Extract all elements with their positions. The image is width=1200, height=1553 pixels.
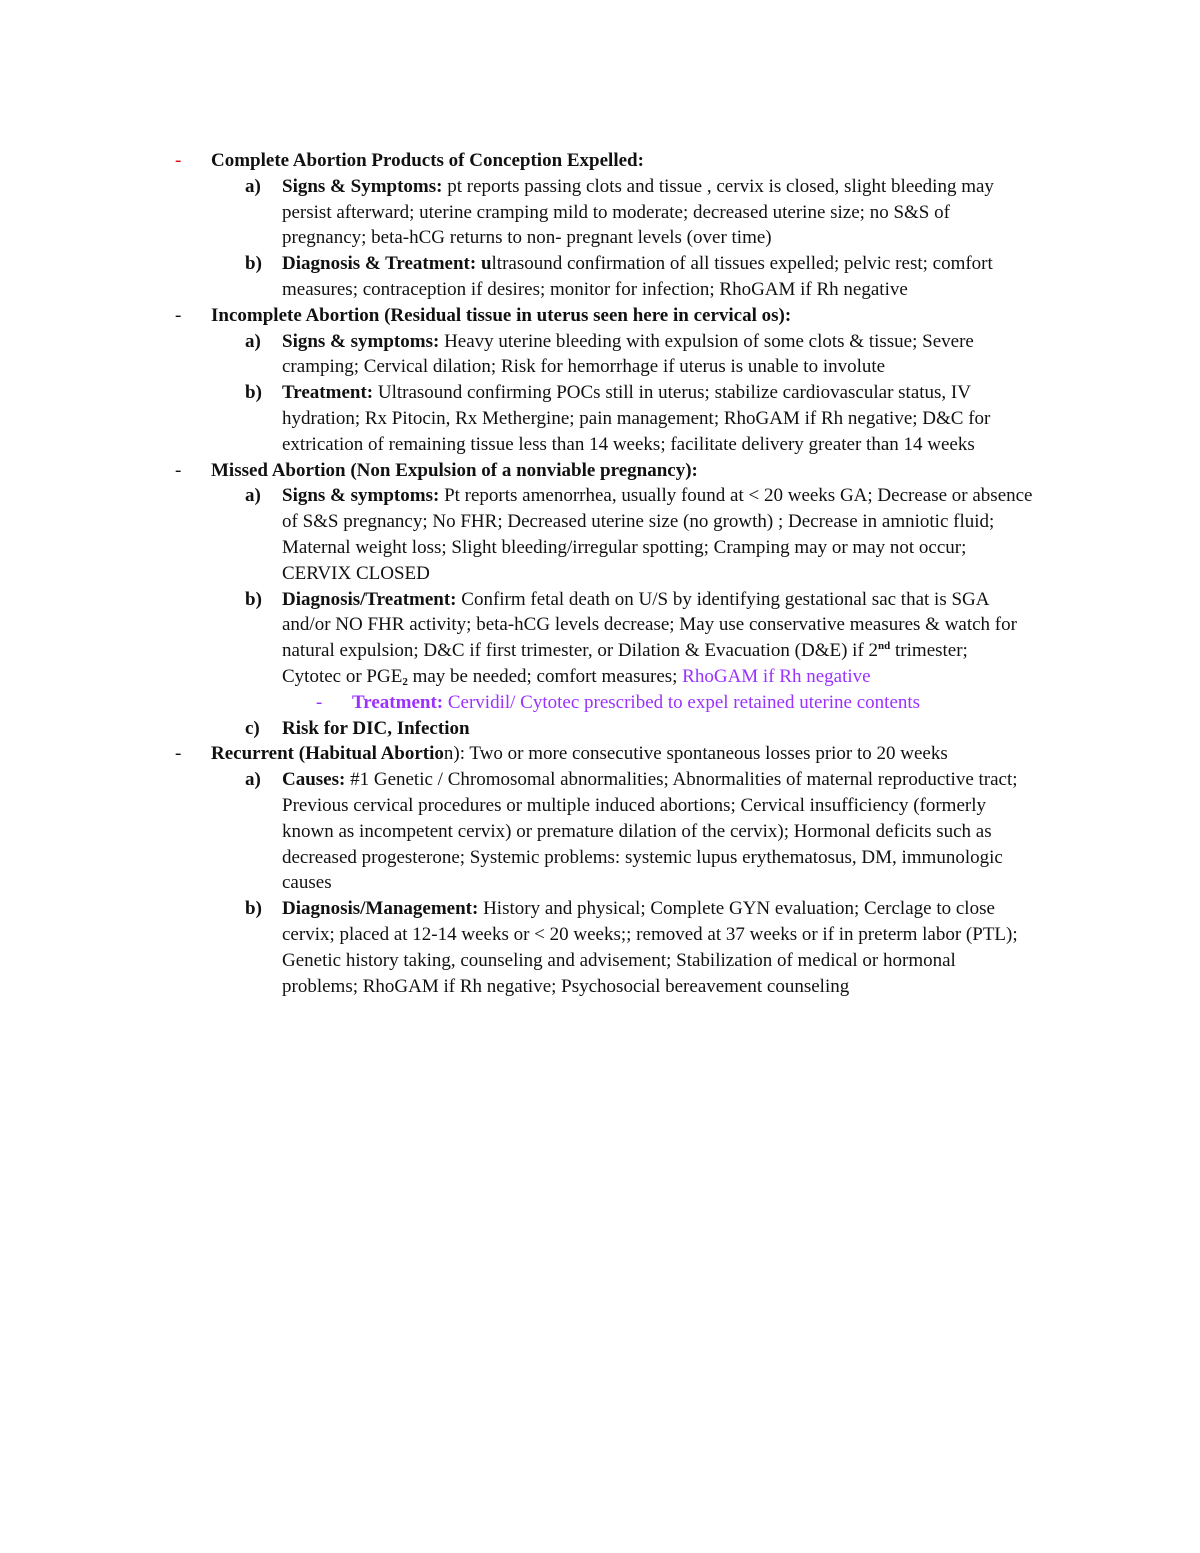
item-text: cramping; Cervical dilation; Risk for hemorrhage if uterus is unable to involute <box>282 356 886 378</box>
list-item-risk <box>245 716 1072 742</box>
item-marker: b) <box>245 253 262 275</box>
superscript: nd <box>878 640 891 653</box>
section-heading: Incomplete Abortion (Residual tissue in uterus seen here in cervical os): <box>211 304 792 326</box>
item-text: trimester; <box>890 640 968 662</box>
list-item-diagnosis-treatment <box>245 251 1072 303</box>
item-text: Heavy uterine bleeding with expulsion of some clots & tissue; Severe <box>439 330 974 352</box>
bullet-dash: - <box>175 150 182 171</box>
item-label: Risk for DIC, Infection <box>282 717 470 739</box>
list-item-signs-symptoms <box>245 329 1072 381</box>
item-label: Causes: <box>282 769 346 791</box>
item-marker: b) <box>245 898 262 920</box>
item-text: Cytotec or PGE <box>282 665 403 687</box>
list-item-causes <box>245 767 1072 896</box>
item-marker: a) <box>245 175 261 197</box>
section-complete-abortion <box>0 148 1200 303</box>
subscript: 2 <box>402 675 408 688</box>
section-incomplete-abortion <box>0 303 1200 458</box>
item-label: Treatment: <box>282 382 374 404</box>
list-item-signs-symptoms <box>245 483 1072 586</box>
list-item-diagnosis-management <box>245 896 1072 999</box>
item-marker: a) <box>245 769 261 791</box>
item-label: Signs & symptoms: <box>282 330 440 352</box>
bullet-dash: - <box>316 691 323 713</box>
section-heading: Missed Abortion (Non Expulsion of a nonviable pregnancy): <box>211 459 698 481</box>
item-text: known as incompetent cervix) or premature dilation of the cervix); Hormonal deficits such as <box>282 820 992 842</box>
highlighted-text: RhoGAM if Rh negative <box>682 665 871 687</box>
item-text: hydration; Rx Pitocin, Rx Methergine; pain management; RhoGAM if Rh negative; D&C for <box>282 407 991 429</box>
item-text: Ultrasound confirming POCs still in uterus; stabilize cardiovascular status, IV <box>373 382 971 404</box>
item-text: History and physical; Complete GYN evaluation; Cerclage to close <box>478 898 995 920</box>
list-item-diagnosis-treatment <box>245 587 1072 690</box>
item-text: Confirm fetal death on U/S by identifying gestational sac that is SGA <box>456 588 990 610</box>
sub-list-item-treatment <box>316 690 1200 716</box>
bullet-dash: - <box>175 304 182 326</box>
item-text: Maternal weight loss; Slight bleeding/irregular spotting; Cramping may or may not occur; <box>282 536 967 558</box>
item-text: Pt reports amenorrhea, usually found at < 20 weeks GA; Decrease or absence <box>439 485 1033 507</box>
item-label: Diagnosis/Treatment: <box>282 588 457 610</box>
section-heading: Complete Abortion Products of Conception Expelled: <box>211 150 644 171</box>
item-label: Diagnosis & Treatment: u <box>282 253 492 275</box>
item-text: and/or NO FHR activity; beta-hCG levels decrease; May use conservative measures & watch for <box>282 614 1017 636</box>
list-item-signs-symptoms <box>245 174 1072 251</box>
item-text: cervix; placed at 12-14 weeks or < 20 weeks;; removed at 37 weeks or if in preterm labor (PTL); <box>282 923 1018 945</box>
item-label: Signs & symptoms: <box>282 485 440 507</box>
item-text: pt reports passing clots and tissue , cervix is closed, slight bleeding may <box>442 175 994 197</box>
item-text: causes <box>282 872 332 894</box>
section-recurrent-abortion <box>0 741 1200 999</box>
item-marker: b) <box>245 382 262 404</box>
item-text: CERVIX CLOSED <box>282 562 430 584</box>
item-text: extrication of remaining tissue less than 14 weeks; facilitate delivery greater than 14 weeks <box>282 433 975 455</box>
item-text: Previous cervical procedures or multiple induced abortions; Cervical insufficiency (formerly <box>282 794 987 816</box>
bullet-dash: - <box>175 743 182 765</box>
item-marker: c) <box>245 717 260 739</box>
item-text: problems; RhoGAM if Rh negative; Psychosocial bereavement counseling <box>282 975 850 997</box>
item-text: Cervidil/ Cytotec prescribed to expel retained uterine contents <box>443 691 921 713</box>
item-text: decreased progesterone; Systemic problems: systemic lupus erythematosus, DM, immunologic <box>282 846 1003 868</box>
item-text: persist afterward; uterine cramping mild to moderate; decreased uterine size; no S&S of <box>282 201 950 223</box>
item-marker: b) <box>245 588 262 610</box>
item-marker: a) <box>245 485 261 507</box>
item-text: may be needed; comfort measures; <box>407 665 683 687</box>
top-margin <box>0 0 1200 148</box>
item-text: #1 Genetic / Chromosomal abnormalities; Abnormalities of maternal reproductive tract; <box>345 769 1018 791</box>
item-label: Diagnosis/Management: <box>282 898 479 920</box>
item-text: of S&S pregnancy; No FHR; Decreased uterine size (no growth) ; Decrease in amniotic fluid; <box>282 511 995 533</box>
item-text: measures; contraception if desires; monitor for infection; RhoGAM if Rh negative <box>282 278 908 300</box>
list-item-treatment <box>245 380 1072 457</box>
item-label: Treatment: <box>352 691 444 713</box>
section-missed-abortion <box>0 458 1200 742</box>
section-heading: Recurrent (Habitual Abortio <box>211 743 444 765</box>
item-text: natural expulsion; D&C if first trimester, or Dilation & Evacuation (D&E) if 2 <box>282 640 879 662</box>
item-text: Genetic history taking, counseling and advisement; Stabilization of medical or hormonal <box>282 949 956 971</box>
item-text: pregnancy; beta-hCG returns to non- pregnant levels (over time) <box>282 227 772 249</box>
item-text: ltrasound confirmation of all tissues expelled; pelvic rest; comfort <box>491 253 993 275</box>
item-label: Signs & Symptoms: <box>282 175 443 197</box>
section-heading-rest: n): Two or more consecutive spontaneous losses prior to 20 weeks <box>443 743 948 765</box>
item-marker: a) <box>245 330 261 352</box>
bullet-dash: - <box>175 459 182 481</box>
